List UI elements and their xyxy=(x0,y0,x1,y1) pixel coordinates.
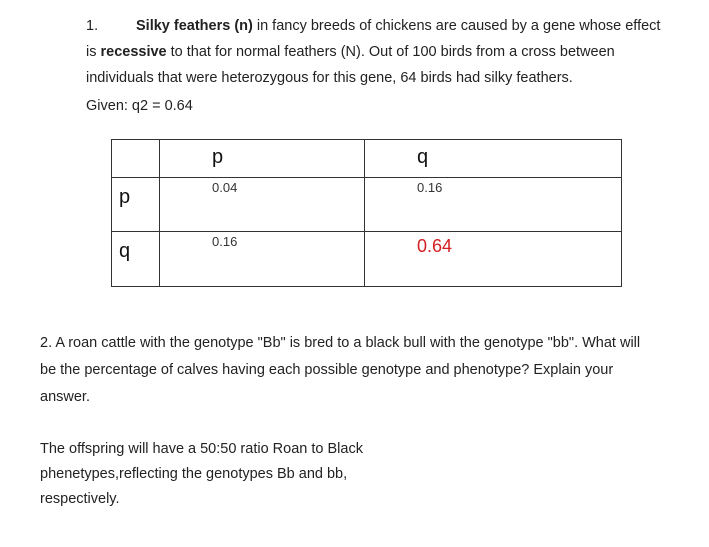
answer-text xyxy=(40,437,440,512)
question-1-line-1 xyxy=(86,13,696,39)
question-1-line-3: individuals that were heterozygous for this gene, 64 birds had silky feathers. xyxy=(86,70,573,86)
question-1-line-2-start: is xyxy=(86,44,101,60)
cell-pq-value: 0.16 xyxy=(417,180,443,196)
question-2-line-1: 2. A roan cattle with the genotype "Bb" is bred to a black bull with the genotype "bb". What will xyxy=(40,335,641,351)
cell-qp-value: 0.16 xyxy=(212,233,238,249)
col-header-q-label: q xyxy=(417,146,429,168)
col-header-q xyxy=(365,140,622,178)
row-header-p xyxy=(112,178,160,231)
col-header-p-label: p xyxy=(212,146,224,168)
answer-line-1: The offspring will have a 50:50 ratio Roan to Black xyxy=(40,441,363,457)
answer-line-3: respectively. xyxy=(40,491,120,507)
question-1-line-1-rest: in fancy breeds of chickens are caused by a gene whose effect xyxy=(252,18,661,34)
question-1 xyxy=(86,13,696,91)
row-header-q-label: q xyxy=(119,239,131,262)
cell-pq xyxy=(365,178,622,231)
row-header-q xyxy=(112,231,160,286)
answer-line-2: phenetypes,reflecting the genotypes Bb and bb, xyxy=(40,466,348,482)
row-q xyxy=(112,231,622,286)
cell-pp xyxy=(160,178,365,231)
given-statement: Given: q2 = 0.64 xyxy=(86,98,193,114)
question-1-bold-recessive: recessive xyxy=(100,44,167,60)
question-1-bold-term: Silky feathers (n) xyxy=(136,18,253,34)
question-1-number: 1. xyxy=(86,18,99,34)
header-row xyxy=(112,140,622,178)
cell-qq xyxy=(365,231,622,286)
cell-qq-value: 0.64 xyxy=(417,235,453,256)
question-1-line-2 xyxy=(86,39,696,65)
row-header-p-label: p xyxy=(119,186,131,209)
row-p xyxy=(112,178,622,231)
question-2-line-2: be the percentage of calves having each possible genotype and phenotype? Explain your xyxy=(40,362,614,378)
question-2-line-3: answer. xyxy=(40,389,90,405)
punnett-square-table xyxy=(111,139,622,287)
question-1-line-2-rest: to that for normal feathers (N). Out of 100 birds from a cross between xyxy=(166,44,615,60)
corner-cell xyxy=(112,140,160,178)
col-header-p xyxy=(160,140,365,178)
cell-pp-value: 0.04 xyxy=(212,180,238,196)
cell-qp xyxy=(160,231,365,286)
question-2 xyxy=(40,330,690,411)
